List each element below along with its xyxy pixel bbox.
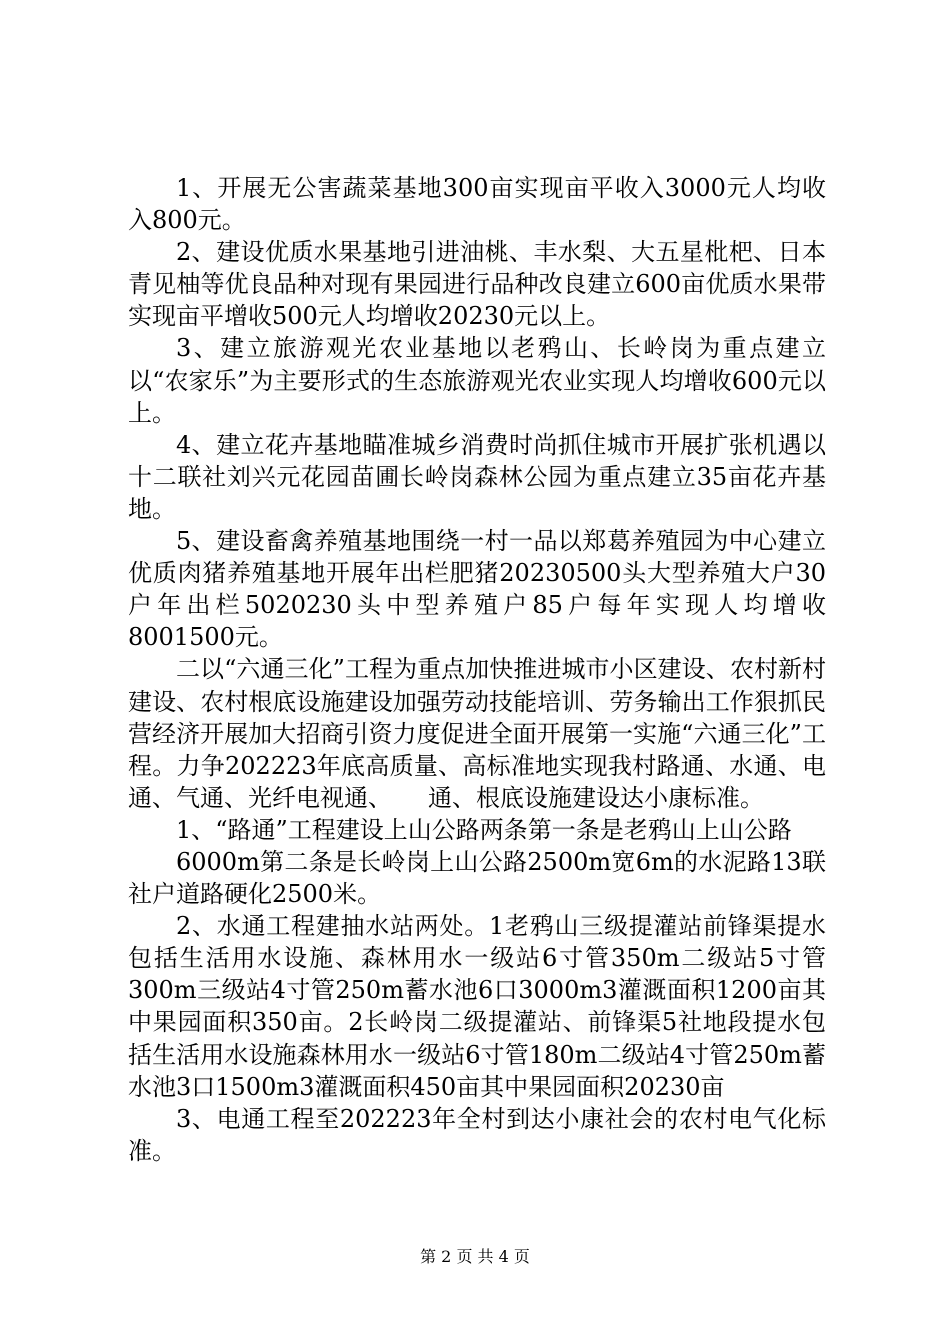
paragraph-water-project: 2、水通工程建抽水站两处。1老鸦山三级提灌站前锋渠提水包括生活用水设施、森林用水一级站6寸管350m二级站5寸管300m三级站4寸管250m蓄水池6口3000m3灌溉面积1200亩其中果园面积350亩。2长岭岗二级提灌站、前锋渠5社地段提水包括生活用水设施森林用水一级站6寸管180m二级站4寸管250m蓄水池3口1500m3灌溉面积450亩其中果园面积20230亩 [128, 912, 826, 1101]
paragraph-tourism-base: 3、建立旅游观光农业基地以老鸦山、长岭岗为重点建立以“农家乐”为主要形式的生态旅游观光农业实现人均增收600元以上。 [128, 334, 826, 427]
page-footer [0, 1247, 950, 1267]
paragraph-vegetable-base: 1、开展无公害蔬菜基地300亩实现亩平收入3000元人均收入800元。 [128, 174, 826, 235]
paragraph-six-connections: 二以“六通三化”工程为重点加快推进城市小区建设、农村新村建设、农村根底设施建设加强劳动技能培训、劳务输出工作狠抓民营经济开展加大招商引资力度促进全面开展第一实施“六通三化”工程。力争202223年底高质量、高标准地实现我村路通、水通、电通、气通、光纤电视通、 通、根底设施建设达小康标准。 [128, 655, 826, 812]
paragraph-livestock-base: 5、建设畜禽养殖基地围绕一村一品以郑葛养殖园为中心建立优质肉猪养殖基地开展年出栏肥猪20230500头大型养殖大户30户年出栏5020230头中型养殖户85户每年实现人均增收8001500元。 [128, 527, 826, 652]
paragraph-fruit-base: 2、建设优质水果基地引进油桃、丰水梨、大五星枇杷、日本青见柚等优良品种对现有果园进行品种改良建立600亩优质水果带实现亩平增收500元人均增收20230元以上。 [128, 238, 826, 331]
paragraph-power-project: 3、电通工程至202223年全村到达小康社会的农村电气化标准。 [128, 1104, 826, 1165]
paragraph-road-project: 1、“路通”工程建设上山公路两条第一条是老鸦山上山公路 [176, 815, 792, 844]
document-body [128, 172, 826, 1167]
paragraph-road-details: 6000m第二条是长岭岗上山公路2500m宽6m的水泥路13联社户道路硬化2500米。 [128, 847, 826, 909]
page-number: 第 2 页 共 4 页 [420, 1247, 530, 1266]
paragraph-flower-base: 4、建立花卉基地瞄准城乡消费时尚抓住城市开展扩张机遇以十二联社刘兴元花园苗圃长岭岗森林公园为重点建立35亩花卉基地。 [128, 430, 826, 523]
